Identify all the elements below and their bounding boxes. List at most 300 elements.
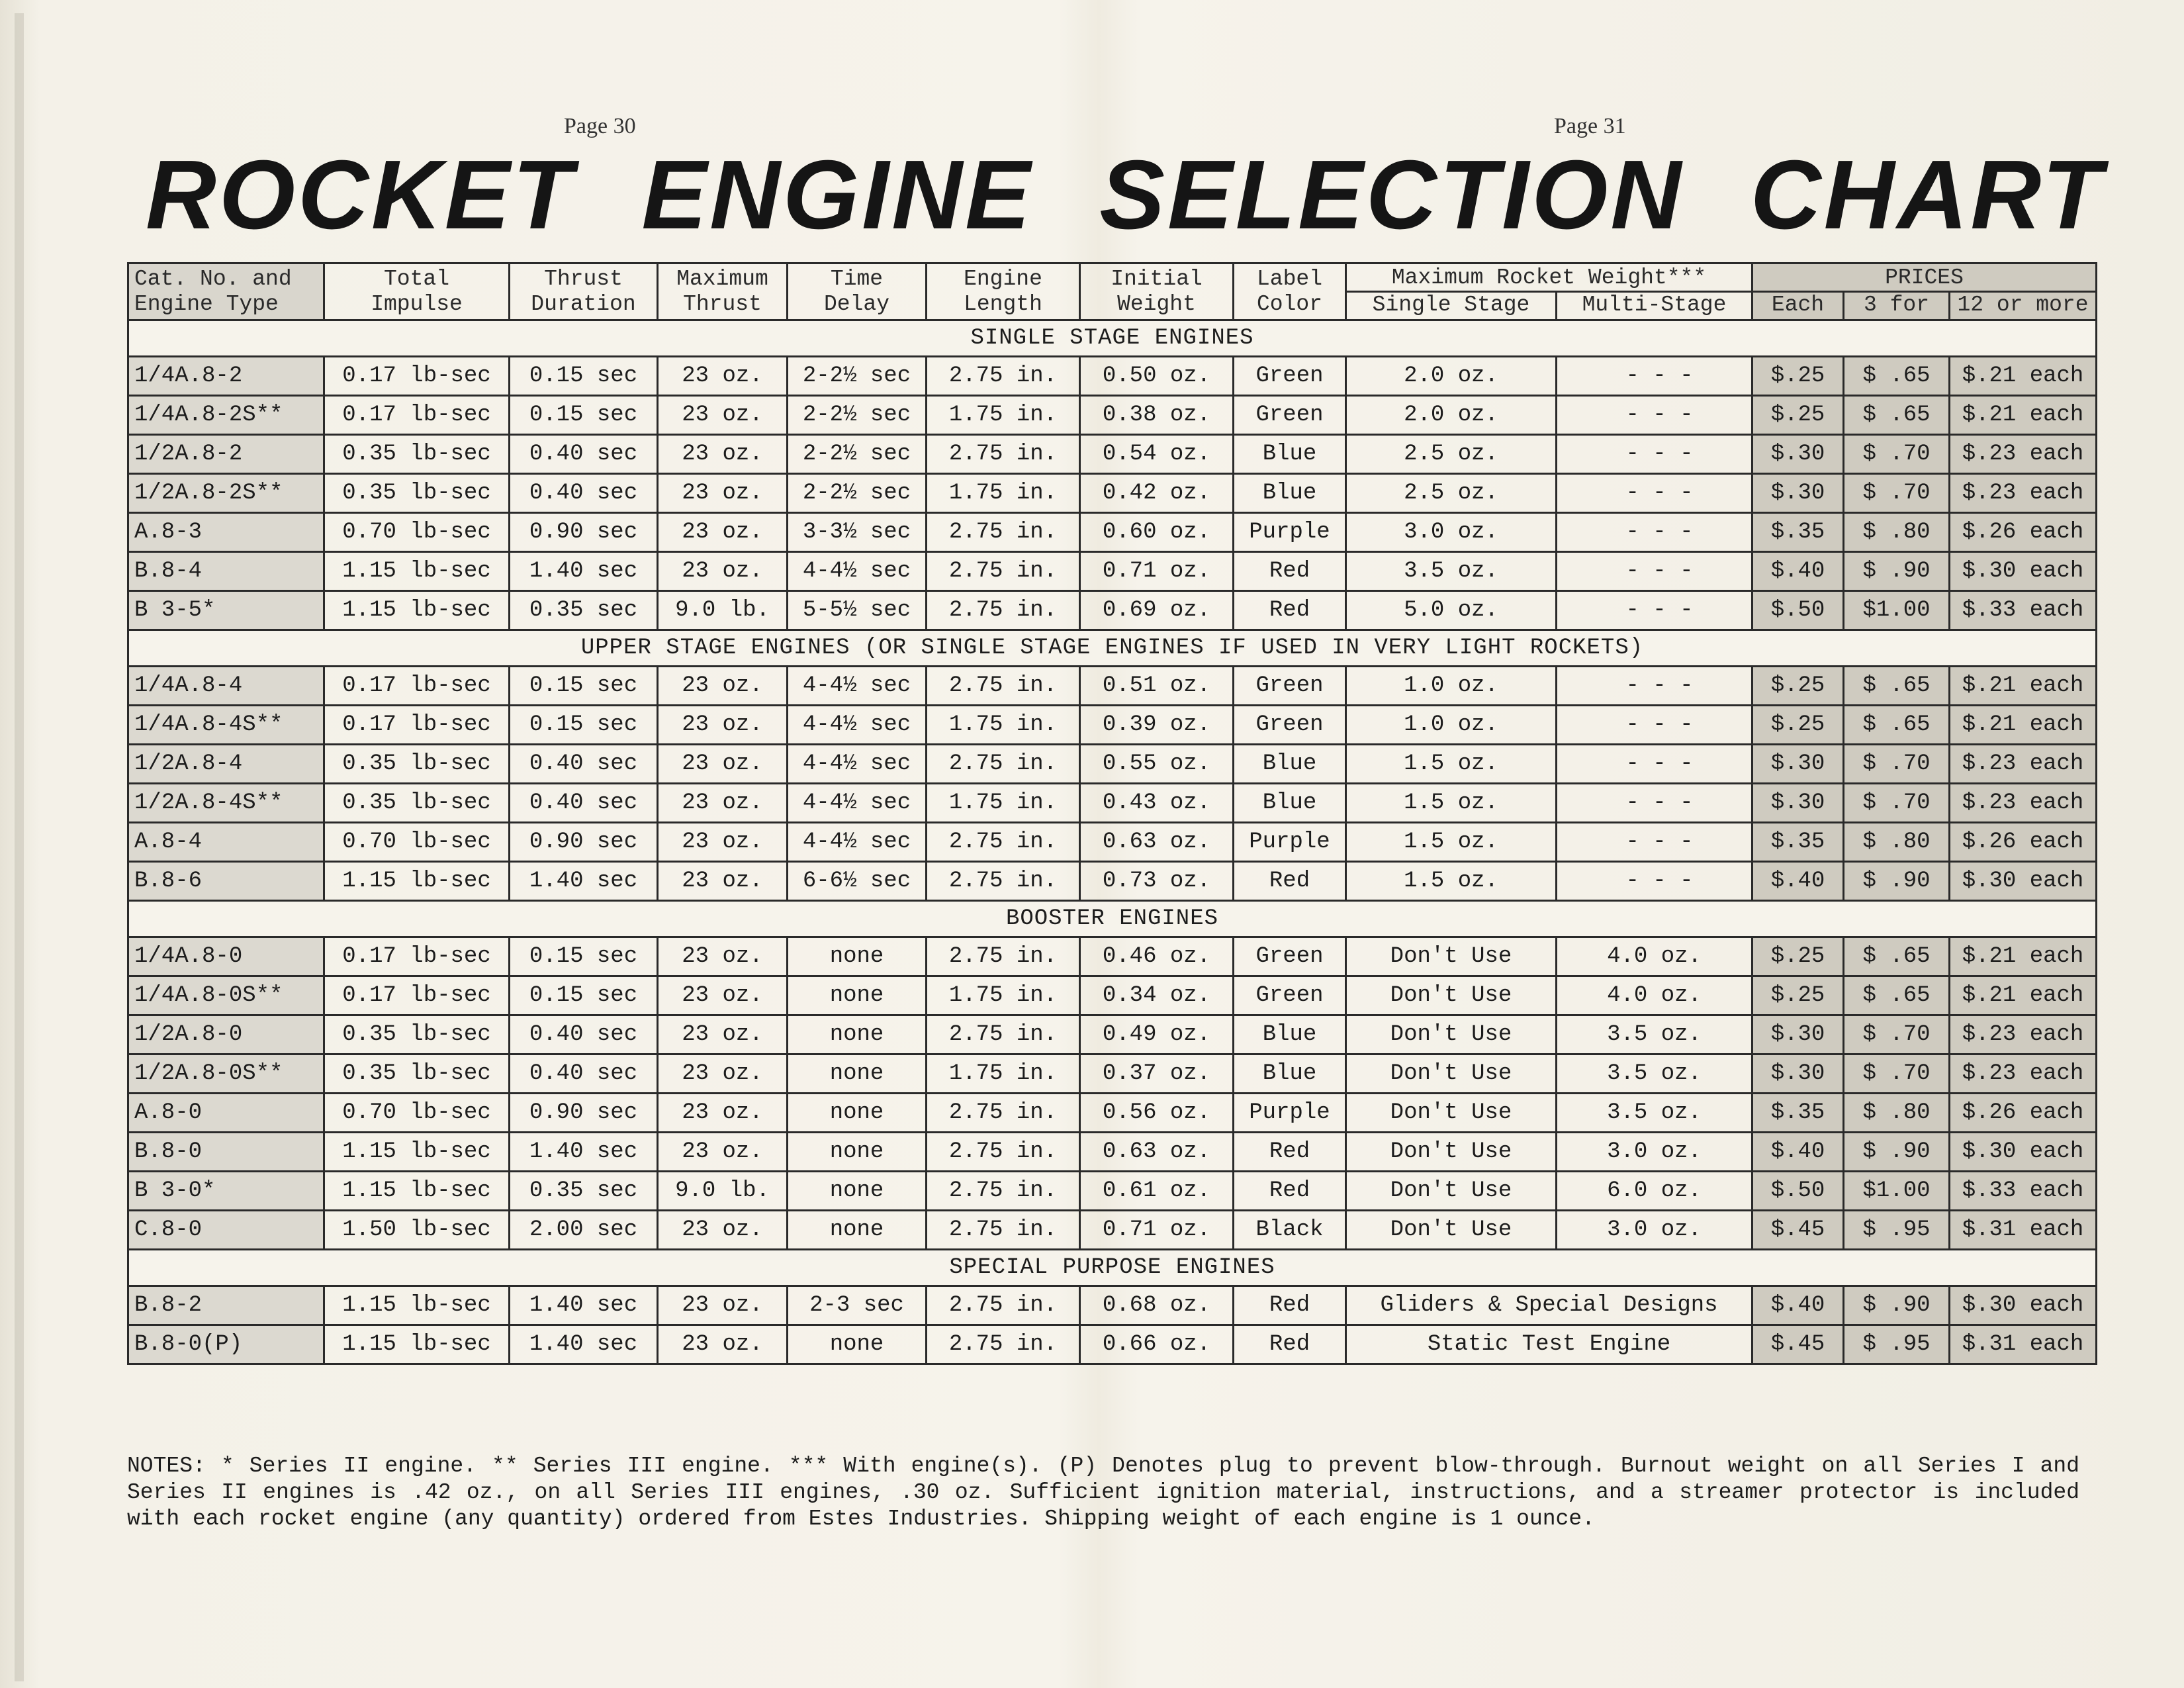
cell-time-delay: 4-4½ sec	[788, 706, 927, 745]
cell-engine-length: 2.75 in.	[927, 513, 1080, 552]
cell-price-each: $.30	[1752, 435, 1844, 474]
section-header-row	[128, 630, 2097, 667]
cell-single-stage-weight: Don't Use	[1346, 1015, 1557, 1055]
cell-label-color: Red	[1234, 591, 1346, 630]
cell-engine-length: 1.75 in.	[927, 784, 1080, 823]
cell-price-3-for: $ .90	[1844, 1133, 1950, 1172]
cell-engine-length: 1.75 in.	[927, 474, 1080, 513]
table-row	[128, 1286, 2097, 1325]
cell-cat-no: B.8-4	[128, 552, 324, 591]
cell-engine-length: 2.75 in.	[927, 1094, 1080, 1133]
cell-price-3-for: $ .70	[1844, 1055, 1950, 1094]
cell-price-3-for: $ .90	[1844, 552, 1950, 591]
cell-initial-weight: 0.68 oz.	[1080, 1286, 1234, 1325]
table-row	[128, 396, 2097, 435]
cell-max-thrust: 23 oz.	[658, 1055, 788, 1094]
cell-price-each: $.30	[1752, 784, 1844, 823]
cell-multi-stage-weight: - - -	[1557, 552, 1752, 591]
cell-total-impulse: 0.70 lb-sec	[324, 513, 510, 552]
cell-single-stage-weight: Don't Use	[1346, 937, 1557, 976]
cell-price-3-for: $ .65	[1844, 396, 1950, 435]
page-number-right: Page 31	[1554, 114, 1626, 138]
cell-price-3-for: $ .80	[1844, 513, 1950, 552]
cell-time-delay: 2-2½ sec	[788, 396, 927, 435]
cell-time-delay: 4-4½ sec	[788, 667, 927, 706]
cell-price-12-or-more: $.23 each	[1950, 474, 2097, 513]
cell-time-delay: 5-5½ sec	[788, 591, 927, 630]
cell-single-stage-weight: 2.5 oz.	[1346, 474, 1557, 513]
cell-engine-length: 1.75 in.	[927, 396, 1080, 435]
cell-label-color: Red	[1234, 1172, 1346, 1211]
cell-label-color: Purple	[1234, 1094, 1346, 1133]
cell-multi-stage-weight: - - -	[1557, 435, 1752, 474]
header-max-rocket-weight: Maximum Rocket Weight***	[1346, 263, 1752, 292]
table-row	[128, 474, 2097, 513]
cell-price-3-for: $1.00	[1844, 1172, 1950, 1211]
cell-engine-length: 2.75 in.	[927, 357, 1080, 396]
cell-initial-weight: 0.50 oz.	[1080, 357, 1234, 396]
table-row	[128, 1211, 2097, 1250]
cell-single-stage-weight: Don't Use	[1346, 1211, 1557, 1250]
cell-initial-weight: 0.73 oz.	[1080, 862, 1234, 901]
cell-time-delay: 4-4½ sec	[788, 745, 927, 784]
table-row	[128, 357, 2097, 396]
cell-multi-stage-weight: - - -	[1557, 357, 1752, 396]
engine-selection-table	[127, 262, 2097, 1365]
cell-single-stage-weight: Static Test Engine	[1346, 1325, 1752, 1364]
cell-engine-length: 2.75 in.	[927, 937, 1080, 976]
cell-label-color: Red	[1234, 1325, 1346, 1364]
cell-time-delay: 2-2½ sec	[788, 435, 927, 474]
cell-total-impulse: 0.70 lb-sec	[324, 823, 510, 862]
header-duration-line1: Thrust	[510, 263, 658, 292]
cell-engine-length: 2.75 in.	[927, 1015, 1080, 1055]
cell-price-each: $.35	[1752, 1094, 1844, 1133]
cell-multi-stage-weight: 4.0 oz.	[1557, 976, 1752, 1015]
cell-price-3-for: $ .90	[1844, 862, 1950, 901]
cell-cat-no: 1/2A.8-0S**	[128, 1055, 324, 1094]
cell-multi-stage-weight: 3.5 oz.	[1557, 1015, 1752, 1055]
cell-thrust-duration: 0.40 sec	[510, 745, 658, 784]
cell-cat-no: 1/4A.8-4S**	[128, 706, 324, 745]
cell-label-color: Purple	[1234, 513, 1346, 552]
cell-initial-weight: 0.71 oz.	[1080, 552, 1234, 591]
cell-time-delay: 4-4½ sec	[788, 823, 927, 862]
cell-single-stage-weight: 1.0 oz.	[1346, 706, 1557, 745]
cell-max-thrust: 23 oz.	[658, 976, 788, 1015]
cell-time-delay: 2-2½ sec	[788, 474, 927, 513]
cell-price-3-for: $1.00	[1844, 591, 1950, 630]
cell-cat-no: A.8-4	[128, 823, 324, 862]
cell-label-color: Red	[1234, 1133, 1346, 1172]
cell-time-delay: none	[788, 1133, 927, 1172]
cell-label-color: Blue	[1234, 1015, 1346, 1055]
cell-price-each: $.45	[1752, 1211, 1844, 1250]
cell-cat-no: A.8-3	[128, 513, 324, 552]
cell-max-thrust: 23 oz.	[658, 937, 788, 976]
cell-price-3-for: $ .80	[1844, 823, 1950, 862]
cell-max-thrust: 23 oz.	[658, 1286, 788, 1325]
cell-engine-length: 2.75 in.	[927, 823, 1080, 862]
cell-multi-stage-weight: 3.0 oz.	[1557, 1133, 1752, 1172]
section-header-row	[128, 320, 2097, 357]
cell-price-each: $.30	[1752, 474, 1844, 513]
cell-total-impulse: 0.35 lb-sec	[324, 1015, 510, 1055]
cell-total-impulse: 0.35 lb-sec	[324, 1055, 510, 1094]
cell-cat-no: A.8-0	[128, 1094, 324, 1133]
table-row	[128, 745, 2097, 784]
cell-price-12-or-more: $.21 each	[1950, 396, 2097, 435]
cell-price-each: $.45	[1752, 1325, 1844, 1364]
cell-initial-weight: 0.63 oz.	[1080, 1133, 1234, 1172]
cell-initial-weight: 0.63 oz.	[1080, 823, 1234, 862]
cell-cat-no: B.8-6	[128, 862, 324, 901]
cell-price-3-for: $ .70	[1844, 474, 1950, 513]
cell-price-3-for: $ .70	[1844, 745, 1950, 784]
cell-thrust-duration: 0.40 sec	[510, 474, 658, 513]
cell-single-stage-weight: 1.5 oz.	[1346, 745, 1557, 784]
cell-total-impulse: 1.15 lb-sec	[324, 1133, 510, 1172]
cell-max-thrust: 23 oz.	[658, 513, 788, 552]
cell-thrust-duration: 1.40 sec	[510, 862, 658, 901]
cell-price-each: $.35	[1752, 513, 1844, 552]
table-row	[128, 1055, 2097, 1094]
cell-time-delay: 3-3½ sec	[788, 513, 927, 552]
cell-price-3-for: $ .80	[1844, 1094, 1950, 1133]
table-row	[128, 591, 2097, 630]
cell-cat-no: 1/2A.8-2S**	[128, 474, 324, 513]
cell-price-3-for: $ .65	[1844, 357, 1950, 396]
cell-label-color: Red	[1234, 862, 1346, 901]
cell-engine-length: 2.75 in.	[927, 591, 1080, 630]
cell-single-stage-weight: 5.0 oz.	[1346, 591, 1557, 630]
cell-thrust-duration: 0.15 sec	[510, 937, 658, 976]
cell-cat-no: 1/4A.8-0S**	[128, 976, 324, 1015]
cell-engine-length: 2.75 in.	[927, 435, 1080, 474]
cell-price-3-for: $ .65	[1844, 937, 1950, 976]
header-impulse-line1: Total	[324, 263, 510, 292]
cell-engine-length: 1.75 in.	[927, 976, 1080, 1015]
cell-max-thrust: 23 oz.	[658, 667, 788, 706]
cell-total-impulse: 0.17 lb-sec	[324, 706, 510, 745]
cell-thrust-duration: 0.90 sec	[510, 513, 658, 552]
cell-initial-weight: 0.54 oz.	[1080, 435, 1234, 474]
cell-initial-weight: 0.51 oz.	[1080, 667, 1234, 706]
cell-cat-no: B.8-2	[128, 1286, 324, 1325]
cell-price-12-or-more: $.23 each	[1950, 784, 2097, 823]
cell-price-12-or-more: $.26 each	[1950, 1094, 2097, 1133]
cell-max-thrust: 23 oz.	[658, 357, 788, 396]
cell-label-color: Green	[1234, 357, 1346, 396]
header-cat-line2: Engine Type	[128, 292, 324, 320]
cell-single-stage-weight: Don't Use	[1346, 1172, 1557, 1211]
cell-thrust-duration: 0.15 sec	[510, 706, 658, 745]
cell-thrust-duration: 0.15 sec	[510, 357, 658, 396]
cell-single-stage-weight: Gliders & Special Designs	[1346, 1286, 1752, 1325]
table-row	[128, 1325, 2097, 1364]
cell-thrust-duration: 1.40 sec	[510, 552, 658, 591]
cell-single-stage-weight: 2.0 oz.	[1346, 396, 1557, 435]
cell-initial-weight: 0.49 oz.	[1080, 1015, 1234, 1055]
cell-label-color: Black	[1234, 1211, 1346, 1250]
cell-price-each: $.40	[1752, 862, 1844, 901]
cell-price-each: $.25	[1752, 706, 1844, 745]
cell-price-12-or-more: $.31 each	[1950, 1325, 2097, 1364]
cell-label-color: Blue	[1234, 1055, 1346, 1094]
cell-single-stage-weight: 1.0 oz.	[1346, 667, 1557, 706]
header-cat-line1: Cat. No. and	[128, 263, 324, 292]
header-prices: PRICES	[1752, 263, 2097, 292]
cell-total-impulse: 1.15 lb-sec	[324, 1286, 510, 1325]
section-header-row	[128, 1250, 2097, 1286]
cell-multi-stage-weight: - - -	[1557, 823, 1752, 862]
cell-max-thrust: 23 oz.	[658, 1015, 788, 1055]
cell-price-each: $.30	[1752, 745, 1844, 784]
cell-cat-no: 1/4A.8-4	[128, 667, 324, 706]
cell-initial-weight: 0.46 oz.	[1080, 937, 1234, 976]
cell-thrust-duration: 0.15 sec	[510, 667, 658, 706]
header-single-stage: Single Stage	[1346, 292, 1557, 320]
cell-multi-stage-weight: 3.5 oz.	[1557, 1094, 1752, 1133]
cell-cat-no: B 3-0*	[128, 1172, 324, 1211]
cell-multi-stage-weight: - - -	[1557, 706, 1752, 745]
cell-engine-length: 2.75 in.	[927, 1325, 1080, 1364]
cell-price-12-or-more: $.21 each	[1950, 357, 2097, 396]
cell-multi-stage-weight: - - -	[1557, 513, 1752, 552]
cell-multi-stage-weight: - - -	[1557, 862, 1752, 901]
cell-label-color: Blue	[1234, 435, 1346, 474]
cell-price-12-or-more: $.26 each	[1950, 823, 2097, 862]
cell-price-12-or-more: $.21 each	[1950, 667, 2097, 706]
table-row	[128, 667, 2097, 706]
cell-price-12-or-more: $.23 each	[1950, 1055, 2097, 1094]
cell-time-delay: none	[788, 1055, 927, 1094]
cell-cat-no: B.8-0	[128, 1133, 324, 1172]
header-maxthrust-line2: Thrust	[658, 292, 788, 320]
cell-multi-stage-weight: - - -	[1557, 591, 1752, 630]
cell-single-stage-weight: 2.0 oz.	[1346, 357, 1557, 396]
cell-total-impulse: 1.15 lb-sec	[324, 1325, 510, 1364]
table-row	[128, 1015, 2097, 1055]
header-weight-line1: Initial	[1080, 263, 1234, 292]
binding-shadow	[15, 13, 24, 1681]
title-word-3: SELECTION	[1099, 140, 1684, 250]
cell-max-thrust: 23 oz.	[658, 1094, 788, 1133]
cell-price-3-for: $ .95	[1844, 1325, 1950, 1364]
header-price-3-for: 3 for	[1844, 292, 1950, 320]
cell-price-3-for: $ .70	[1844, 784, 1950, 823]
cell-engine-length: 2.75 in.	[927, 1133, 1080, 1172]
table-body	[128, 320, 2097, 1364]
cell-thrust-duration: 2.00 sec	[510, 1211, 658, 1250]
cell-label-color: Purple	[1234, 823, 1346, 862]
cell-price-each: $.25	[1752, 937, 1844, 976]
cell-multi-stage-weight: 4.0 oz.	[1557, 937, 1752, 976]
cell-multi-stage-weight: 3.0 oz.	[1557, 1211, 1752, 1250]
cell-multi-stage-weight: 6.0 oz.	[1557, 1172, 1752, 1211]
cell-total-impulse: 1.15 lb-sec	[324, 591, 510, 630]
cell-max-thrust: 23 oz.	[658, 396, 788, 435]
cell-thrust-duration: 0.40 sec	[510, 784, 658, 823]
cell-price-12-or-more: $.23 each	[1950, 435, 2097, 474]
chart-title	[146, 139, 2105, 252]
cell-label-color: Green	[1234, 976, 1346, 1015]
cell-label-color: Blue	[1234, 784, 1346, 823]
cell-time-delay: none	[788, 1172, 927, 1211]
cell-single-stage-weight: Don't Use	[1346, 1094, 1557, 1133]
cell-cat-no: 1/2A.8-4S**	[128, 784, 324, 823]
cell-price-3-for: $ .70	[1844, 1015, 1950, 1055]
cell-thrust-duration: 1.40 sec	[510, 1133, 658, 1172]
cell-total-impulse: 0.35 lb-sec	[324, 435, 510, 474]
cell-max-thrust: 9.0 lb.	[658, 1172, 788, 1211]
cell-engine-length: 1.75 in.	[927, 1055, 1080, 1094]
cell-price-12-or-more: $.33 each	[1950, 1172, 2097, 1211]
cell-thrust-duration: 0.35 sec	[510, 591, 658, 630]
header-weight-line2: Weight	[1080, 292, 1234, 320]
cell-time-delay: 2-3 sec	[788, 1286, 927, 1325]
cell-thrust-duration: 0.40 sec	[510, 1055, 658, 1094]
cell-label-color: Green	[1234, 396, 1346, 435]
cell-engine-length: 2.75 in.	[927, 1211, 1080, 1250]
cell-thrust-duration: 0.40 sec	[510, 435, 658, 474]
cell-price-12-or-more: $.21 each	[1950, 976, 2097, 1015]
cell-price-12-or-more: $.30 each	[1950, 1286, 2097, 1325]
cell-total-impulse: 1.50 lb-sec	[324, 1211, 510, 1250]
cell-label-color: Blue	[1234, 745, 1346, 784]
cell-total-impulse: 0.70 lb-sec	[324, 1094, 510, 1133]
cell-price-each: $.50	[1752, 1172, 1844, 1211]
cell-multi-stage-weight: - - -	[1557, 745, 1752, 784]
table-row	[128, 552, 2097, 591]
cell-price-each: $.30	[1752, 1055, 1844, 1094]
cell-max-thrust: 23 oz.	[658, 435, 788, 474]
cell-price-each: $.40	[1752, 1133, 1844, 1172]
table-row	[128, 513, 2097, 552]
cell-multi-stage-weight: - - -	[1557, 784, 1752, 823]
cell-initial-weight: 0.37 oz.	[1080, 1055, 1234, 1094]
table-header	[128, 263, 2097, 320]
header-label-line1: Label	[1234, 263, 1346, 292]
cell-thrust-duration: 0.90 sec	[510, 823, 658, 862]
cell-time-delay: none	[788, 1015, 927, 1055]
cell-single-stage-weight: 3.5 oz.	[1346, 552, 1557, 591]
cell-label-color: Green	[1234, 937, 1346, 976]
cell-single-stage-weight: 1.5 oz.	[1346, 862, 1557, 901]
cell-single-stage-weight: 2.5 oz.	[1346, 435, 1557, 474]
cell-label-color: Red	[1234, 1286, 1346, 1325]
header-duration-line2: Duration	[510, 292, 658, 320]
cell-price-3-for: $ .70	[1844, 435, 1950, 474]
header-delay-line1: Time	[788, 263, 927, 292]
cell-thrust-duration: 1.40 sec	[510, 1286, 658, 1325]
header-label-line2: Color	[1234, 292, 1346, 320]
header-length-line1: Engine	[927, 263, 1080, 292]
cell-price-each: $.30	[1752, 1015, 1844, 1055]
table-row	[128, 976, 2097, 1015]
table-row	[128, 1133, 2097, 1172]
section-title: BOOSTER ENGINES	[128, 901, 2097, 937]
cell-thrust-duration: 0.90 sec	[510, 1094, 658, 1133]
cell-total-impulse: 1.15 lb-sec	[324, 552, 510, 591]
cell-time-delay: none	[788, 1094, 927, 1133]
cell-max-thrust: 23 oz.	[658, 784, 788, 823]
cell-single-stage-weight: Don't Use	[1346, 1133, 1557, 1172]
cell-total-impulse: 0.17 lb-sec	[324, 667, 510, 706]
table-row	[128, 1094, 2097, 1133]
cell-time-delay: none	[788, 1325, 927, 1364]
cell-total-impulse: 0.17 lb-sec	[324, 937, 510, 976]
cell-single-stage-weight: Don't Use	[1346, 976, 1557, 1015]
header-length-line2: Length	[927, 292, 1080, 320]
cell-engine-length: 2.75 in.	[927, 745, 1080, 784]
cell-label-color: Red	[1234, 552, 1346, 591]
section-title: SINGLE STAGE ENGINES	[128, 320, 2097, 357]
cell-thrust-duration: 0.15 sec	[510, 396, 658, 435]
header-impulse-line2: Impulse	[324, 292, 510, 320]
cell-price-12-or-more: $.30 each	[1950, 862, 2097, 901]
cell-engine-length: 2.75 in.	[927, 862, 1080, 901]
cell-thrust-duration: 0.35 sec	[510, 1172, 658, 1211]
cell-price-3-for: $ .65	[1844, 667, 1950, 706]
cell-max-thrust: 23 oz.	[658, 706, 788, 745]
table-row	[128, 784, 2097, 823]
cell-time-delay: none	[788, 976, 927, 1015]
cell-thrust-duration: 0.15 sec	[510, 976, 658, 1015]
cell-total-impulse: 0.17 lb-sec	[324, 976, 510, 1015]
cell-price-3-for: $ .65	[1844, 976, 1950, 1015]
cell-initial-weight: 0.55 oz.	[1080, 745, 1234, 784]
cell-time-delay: 2-2½ sec	[788, 357, 927, 396]
cell-price-12-or-more: $.30 each	[1950, 1133, 2097, 1172]
cell-total-impulse: 1.15 lb-sec	[324, 1172, 510, 1211]
cell-cat-no: 1/4A.8-2S**	[128, 396, 324, 435]
cell-time-delay: none	[788, 1211, 927, 1250]
cell-cat-no: 1/2A.8-4	[128, 745, 324, 784]
cell-max-thrust: 9.0 lb.	[658, 591, 788, 630]
footnotes: NOTES: * Series II engine. ** Series III engine. *** With engine(s). (P) Denotes plug to prevent blow-through. Burnout weight on all Series I and Series II engines is .42 oz., on all Series III engines, .30 oz. Sufficient ignition material, instructions, and a streamer protector is included with each rocket engine (any quantity) ordered from Estes Industries. Shipping weight of each engine is 1 ounce.	[127, 1454, 2079, 1531]
cell-max-thrust: 23 oz.	[658, 1325, 788, 1364]
cell-single-stage-weight: 1.5 oz.	[1346, 784, 1557, 823]
cell-max-thrust: 23 oz.	[658, 474, 788, 513]
cell-price-12-or-more: $.33 each	[1950, 591, 2097, 630]
cell-price-12-or-more: $.21 each	[1950, 937, 2097, 976]
cell-initial-weight: 0.69 oz.	[1080, 591, 1234, 630]
cell-price-each: $.40	[1752, 552, 1844, 591]
cell-total-impulse: 0.35 lb-sec	[324, 784, 510, 823]
cell-price-each: $.25	[1752, 396, 1844, 435]
cell-thrust-duration: 1.40 sec	[510, 1325, 658, 1364]
cell-initial-weight: 0.42 oz.	[1080, 474, 1234, 513]
title-word-4: CHART	[1750, 140, 2105, 250]
cell-price-each: $.35	[1752, 823, 1844, 862]
cell-initial-weight: 0.60 oz.	[1080, 513, 1234, 552]
cell-max-thrust: 23 oz.	[658, 862, 788, 901]
cell-price-12-or-more: $.26 each	[1950, 513, 2097, 552]
table-row	[128, 435, 2097, 474]
cell-price-12-or-more: $.23 each	[1950, 1015, 2097, 1055]
cell-multi-stage-weight: - - -	[1557, 396, 1752, 435]
cell-cat-no: 1/4A.8-2	[128, 357, 324, 396]
cell-price-3-for: $ .95	[1844, 1211, 1950, 1250]
cell-total-impulse: 0.17 lb-sec	[324, 357, 510, 396]
cell-max-thrust: 23 oz.	[658, 1133, 788, 1172]
cell-single-stage-weight: 1.5 oz.	[1346, 823, 1557, 862]
cell-cat-no: 1/4A.8-0	[128, 937, 324, 976]
cell-initial-weight: 0.56 oz.	[1080, 1094, 1234, 1133]
cell-initial-weight: 0.71 oz.	[1080, 1211, 1234, 1250]
cell-price-12-or-more: $.31 each	[1950, 1211, 2097, 1250]
